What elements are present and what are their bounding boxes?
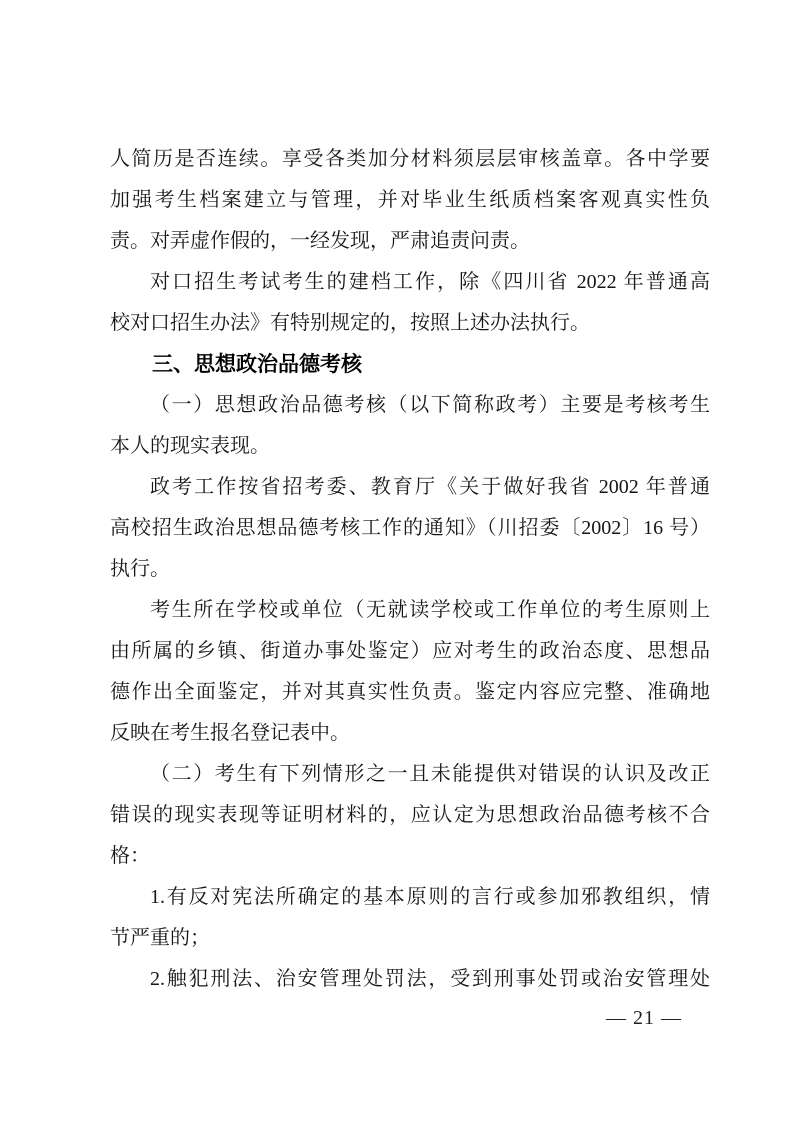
text-line: 德作出全面鉴定，并对其真实性负责。鉴定内容应完整、准确地 <box>110 681 710 703</box>
text-line: 执行。 <box>110 558 170 580</box>
text-line: 政考工作按省招考委、教育厅《关于做好我省 2002 年普通 <box>150 476 710 498</box>
text-line: 错误的现实表现等证明材料的，应认定为思想政治品德考核不合 <box>110 804 710 826</box>
text-line: 反映在考生报名登记表中。 <box>110 722 350 744</box>
text-line: 责。对弄虚作假的，一经发现，严肃追责问责。 <box>110 230 530 252</box>
text-line: （一）思想政治品德考核（以下简称政考）主要是考核考生 <box>150 394 710 416</box>
text-line: 对口招生考试考生的建档工作，除《四川省 2022 年普通高 <box>150 271 710 293</box>
document-body-text <box>110 139 710 1000</box>
text-line: 高校招生政治思想品德考核工作的通知》（川招委〔2002〕16 号） <box>110 517 710 539</box>
text-line: 格： <box>110 845 150 867</box>
text-line: 1.有反对宪法所确定的基本原则的言行或参加邪教组织，情 <box>150 886 710 908</box>
text-line: 本人的现实表现。 <box>110 435 270 457</box>
page-number: — 21 — <box>606 1007 682 1029</box>
text-line: 节严重的； <box>110 927 210 949</box>
text-line: 考生所在学校或单位（无就读学校或工作单位的考生原则上 <box>150 599 710 621</box>
text-line: （二）考生有下列情形之一且未能提供对错误的认识及改正 <box>150 763 710 785</box>
text-line: 人简历是否连续。享受各类加分材料须层层审核盖章。各中学要 <box>110 148 710 170</box>
text-line: 2.触犯刑法、治安管理处罚法，受到刑事处罚或治安管理处 <box>150 968 710 990</box>
section-heading: 三、思想政治品德考核 <box>152 353 362 376</box>
text-line: 校对口招生办法》有特别规定的，按照上述办法执行。 <box>110 312 590 334</box>
text-line: 由所属的乡镇、街道办事处鉴定）应对考生的政治态度、思想品 <box>110 640 710 662</box>
text-line: 加强考生档案建立与管理，并对毕业生纸质档案客观真实性负 <box>110 189 710 211</box>
